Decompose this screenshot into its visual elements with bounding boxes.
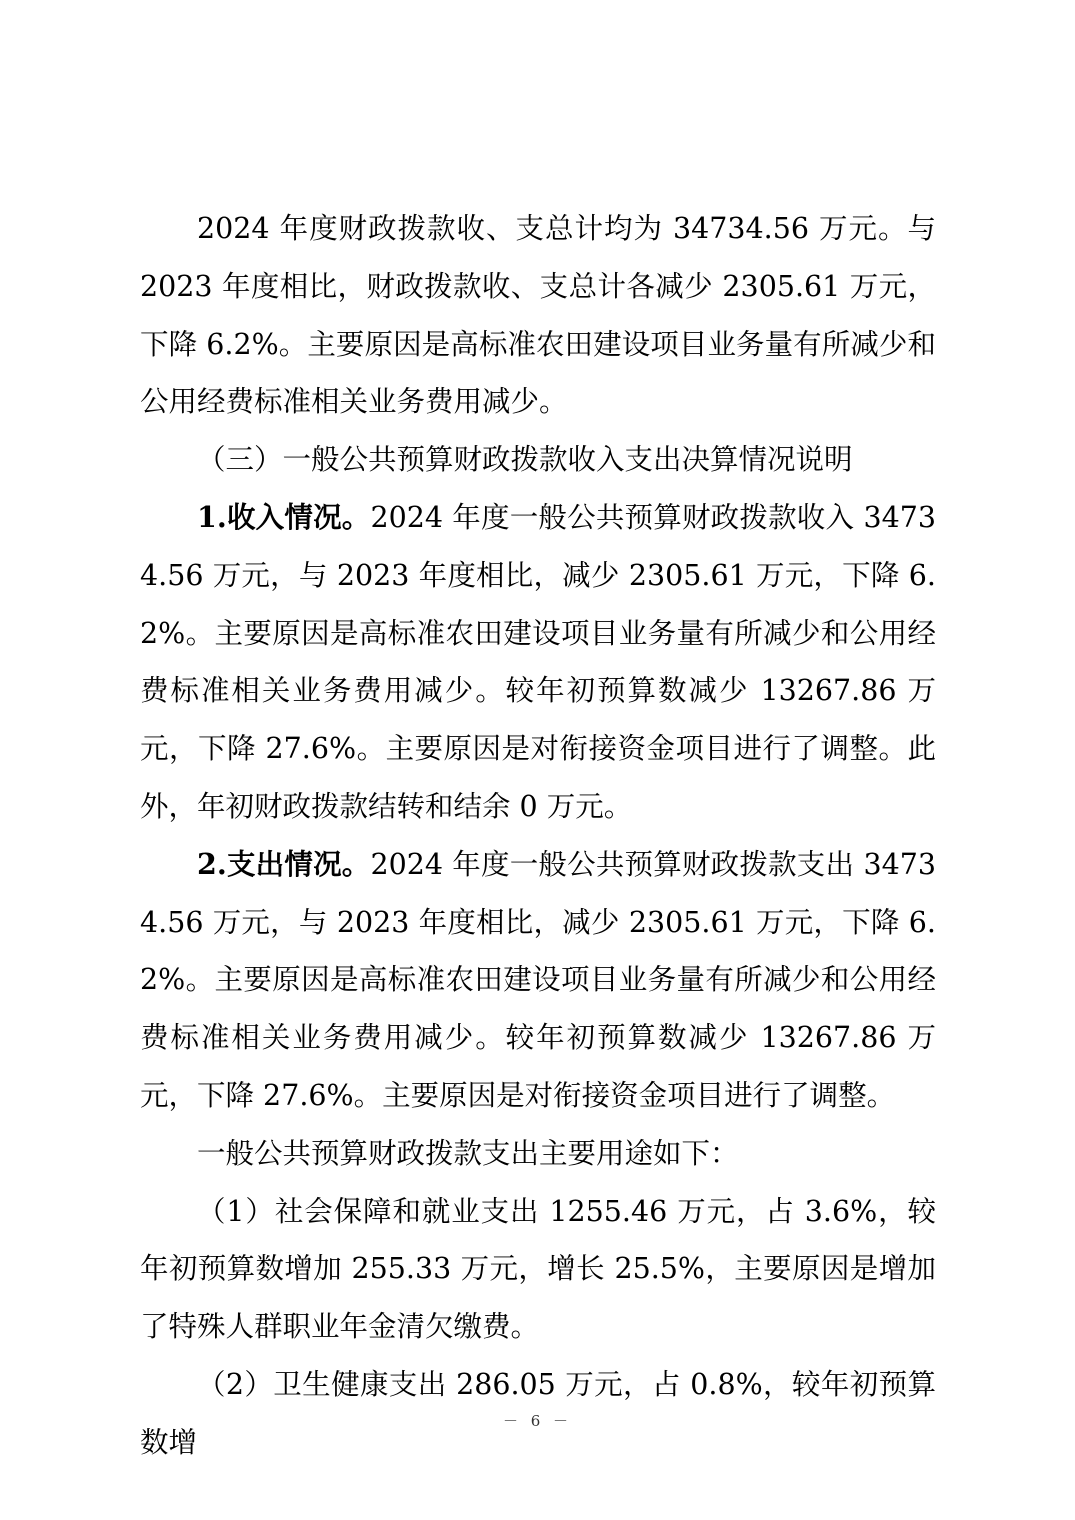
paragraph-expenditure (140, 836, 936, 1125)
section-heading-text: （三）一般公共预算财政拨款收入支出决算情况说明 (197, 443, 853, 477)
income-text: 2024 年度一般公共预算财政拨款收入 34734.56 万元，与 2023 年度相比，减少 2305.61 万元，下降 6.2%。主要原因是高标准农田建设项目业务量有所减少和公用经费标准相关业务费用减少。较年初预算数减少 13267.86 万元，下降 27.6%。主要原因是对衔接资金项目进行了调整。此外，年初财政拨款结转和结余 0 万元。 (140, 500, 936, 823)
expenditure-heading: 2.支出情况。 (197, 846, 371, 881)
paragraph-uses-intro (140, 1125, 936, 1183)
paragraph-fiscal-total (140, 200, 936, 431)
paragraph-text: 2024 年度财政拨款收、支总计均为 34734.56 万元。与 2023 年度相比，财政拨款收、支总计各减少 2305.61 万元，下降 6.2%。主要原因是高标准农田建设项目业务量有所减少和公用经费标准相关业务费用减少。 (140, 212, 936, 419)
paragraph-income (140, 489, 936, 836)
social-security-text: （1）社会保障和就业支出 1255.46 万元，占 3.6%，较年初预算数增加 255.33 万元，增长 25.5%，主要原因是增加了特殊人群职业年金清欠缴费。 (140, 1194, 936, 1344)
expenditure-text: 2024 年度一般公共预算财政拨款支出 34734.56 万元，与 2023 年度相比，减少 2305.61 万元，下降 6.2%。主要原因是高标准农田建设项目业务量有所减少和公用经费标准相关业务费用减少。较年初预算数减少 13267.86 万元，下降 27.6%。主要原因是对衔接资金项目进行了调整。 (140, 847, 936, 1112)
uses-intro-text: 一般公共预算财政拨款支出主要用途如下： (197, 1136, 739, 1170)
section-heading-general-budget (140, 431, 936, 489)
income-heading: 1.收入情况。 (197, 499, 371, 534)
page-number: － 6 － (502, 1412, 573, 1430)
health-text: （2）卫生健康支出 286.05 万元，占 0.8%，较年初预算数增 (140, 1367, 936, 1459)
body-text (140, 200, 936, 1472)
paragraph-social-security (140, 1183, 936, 1356)
